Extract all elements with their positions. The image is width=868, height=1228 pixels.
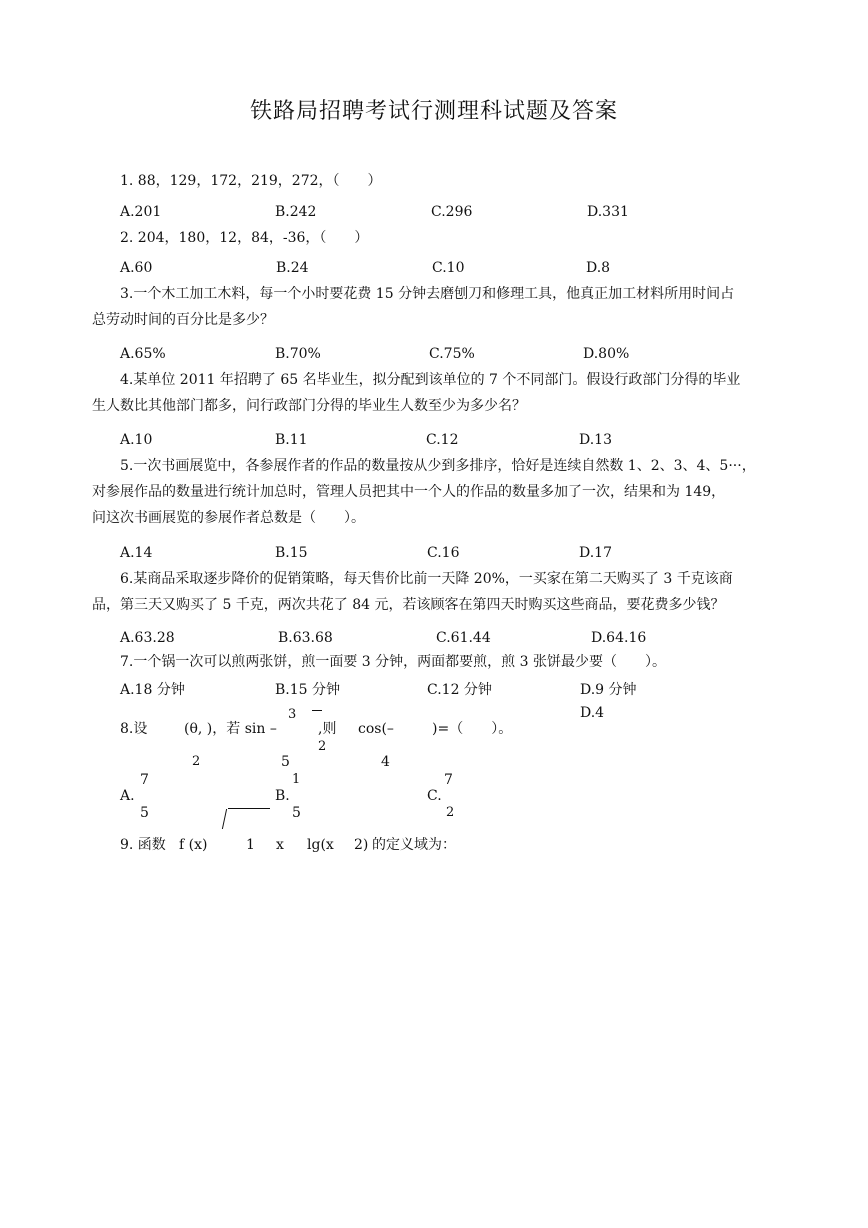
q8-b-numerator: 1 (292, 772, 301, 787)
q6-option-a: A.63.28 (120, 630, 175, 646)
document-title: 铁路局招聘考试行测理科试题及答案 (249, 99, 618, 124)
q8-fraction-numerator: 3 (288, 707, 297, 722)
question-8-interval: (θ, )，若 sin – (184, 721, 277, 737)
q8-option-c-label: C. (427, 788, 442, 804)
q6-option-c: C.61.44 (436, 630, 491, 646)
question-5-line-2: 对参展作品的数量进行统计加总时，管理人员把其中一个人的作品的数量多加了一次，结果和为 149， (92, 484, 726, 500)
question-9-suffix: 的定义域为： (372, 837, 456, 853)
question-5-line-3: 问这次书画展览的参展作者总数是（ ）。 (92, 510, 365, 526)
q8-b-denominator: 5 (292, 805, 301, 821)
question-6-line-1: 6.某商品采取逐步降价的促销策略，每天售价比前一天降 20%，一买家在第二天购买了 3 千克该商 (120, 571, 733, 587)
q8-c-numerator: 7 (444, 772, 453, 788)
q8-interval-denominator: 2 (192, 754, 201, 769)
q5-option-b: B.15 (275, 545, 308, 561)
q3-option-a: A.65% (120, 346, 166, 362)
question-4-line-1: 4.某单位 2011 年招聘了 65 名毕业生，拟分配到该单位的 7 个不同部门。假设行政部门分得的毕业 (120, 372, 741, 388)
q1-option-c: C.296 (431, 204, 473, 220)
q5-option-d: D.17 (579, 545, 612, 561)
question-9-fx: f (x) (179, 837, 208, 853)
q4-option-c: C.12 (426, 432, 459, 448)
q2-option-a: A.60 (120, 260, 153, 276)
question-3-line-2: 总劳动时间的百分比是多少？ (92, 312, 274, 328)
q5-option-a: A.14 (120, 545, 153, 561)
q6-option-d: D.64.16 (591, 630, 647, 646)
q7-option-c: C.12 分钟 (427, 682, 492, 698)
question-8-tail: )=（ ）。 (432, 721, 513, 737)
question-5-line-1: 5.一次书画展览中，各参展作者的作品的数量按从少到多排序，恰好是连续自然数 1、2、3、4、5···， (120, 458, 756, 474)
question-8-prefix: 8.设 (120, 721, 148, 737)
q1-option-b: B.242 (275, 204, 317, 220)
question-9-lg: lg(x (307, 837, 334, 853)
q4-option-d: D.13 (579, 432, 612, 448)
q4-option-a: A.10 (120, 432, 153, 448)
q2-option-b: B.24 (276, 260, 309, 276)
question-3-line-1: 3.一个木工加工木料，每一个小时要花费 15 分钟去磨刨刀和修理工具，他真正加工材料所用时间占 (120, 286, 735, 302)
q3-option-c: C.75% (429, 346, 475, 362)
question-8-cos: cos(– (358, 721, 394, 737)
q5-option-c: C.16 (427, 545, 460, 561)
q3-option-b: B.70% (275, 346, 321, 362)
question-9-x: x (276, 837, 284, 853)
q8-a-numerator: 7 (140, 772, 149, 788)
question-9-prefix: 9. 函数 (120, 837, 166, 853)
question-9-two: 2) (354, 837, 369, 853)
q8-a-denominator: 5 (140, 805, 149, 821)
q8-option-d: D.4 (580, 705, 605, 721)
q2-option-d: D.8 (586, 260, 611, 276)
question-9-one: 1 (246, 837, 255, 853)
q4-option-b: B.11 (275, 432, 308, 448)
question-2: 2. 204，180，12，84，-36，（ ） (120, 230, 369, 246)
q8-c-denominator: 2 (446, 805, 455, 820)
q7-option-d: D.9 分钟 (580, 682, 637, 698)
q6-option-b: B.63.68 (278, 630, 333, 646)
q8-quarter-denominator: 4 (381, 754, 390, 770)
q3-option-d: D.80% (583, 346, 630, 362)
question-7: 7.一个锅一次可以煎两张饼，煎一面要 3 分钟，两面都要煎，煎 3 张饼最少要（ ）。 (120, 654, 666, 670)
q8-option-a-label: A. (120, 788, 135, 804)
question-8-then: ,则 (318, 721, 337, 737)
q8-option-b-label: B. (275, 788, 290, 804)
question-6-line-2: 品，第三天又购买了 5 千克，两次共花了 84 元，若该顾客在第四天时购买这些商品，要花费多少钱？ (92, 597, 725, 613)
q1-option-d: D.331 (587, 204, 629, 220)
q1-option-a: A.201 (120, 204, 162, 220)
question-4-line-2: 生人数比其他部门都多，问行政部门分得的毕业生人数至少为多少名？ (92, 398, 526, 414)
q8-fraction-denominator: 2 (318, 739, 327, 754)
q2-option-c: C.10 (432, 260, 465, 276)
q7-option-b: B.15 分钟 (275, 682, 341, 698)
question-1: 1. 88，129，172，219，272，（ ） (120, 173, 382, 189)
q8-b-numerator-top: 5 (281, 754, 290, 770)
q7-option-a: A.18 分钟 (120, 682, 185, 698)
q9-sqrt-symbol (228, 808, 270, 829)
